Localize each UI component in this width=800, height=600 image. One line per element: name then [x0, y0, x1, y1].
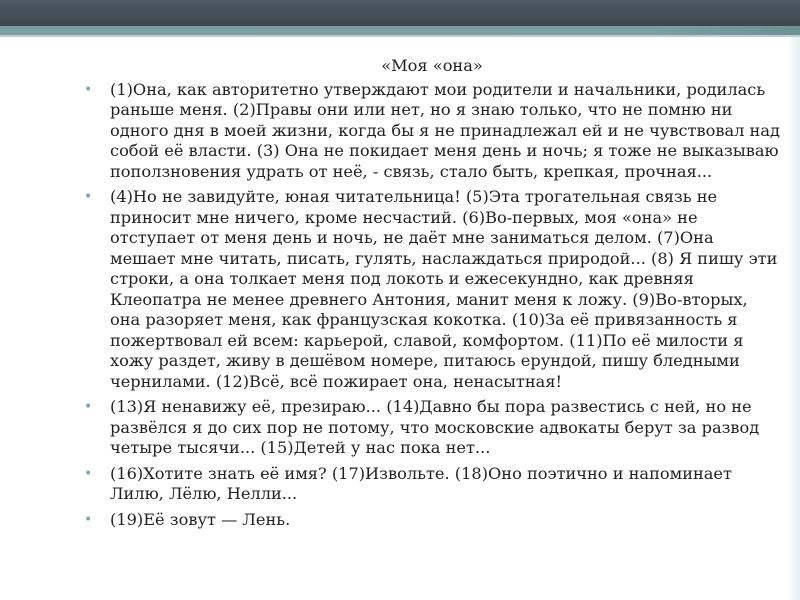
bullet-icon: • [84, 189, 93, 205]
paragraph-2 [82, 187, 782, 392]
bullet-icon: • [84, 81, 93, 98]
bullet-icon: • [84, 465, 93, 482]
paragraph-1 [82, 80, 782, 183]
slide-edge-shadow [788, 37, 800, 600]
slide-content [82, 56, 782, 535]
paragraph-5 [82, 510, 782, 531]
bullet-icon: • [84, 399, 93, 415]
slide-divider-line [0, 35, 800, 37]
slide-title: «Моя «она» [381, 56, 483, 75]
paragraph-text: (1)Она, как авторитетно утверждают мои родители и начальники, родилась раньше меня. (2)Правы они или нет, но я знаю только, что не помню ни одного дня в моей жизни, когда бы я не принадлежал ей и не чувствовал над собой её власти. (3) Она не покидает меня день и ночь; я тоже не выказываю поползновения удрать от неё, - связь, стало быть, крепкая, прочная... [110, 79, 780, 181]
paragraph-text: (4)Но не завидуйте, юная читательница! (5)Эта трогательная связь не приносит мне ничего, кроме несчастий. (6)Во-первых, моя «она» не отступает от меня день и ночь, не даёт мне заниматься делом. (7)Она мешает мне читать, писать, гулять, наслаждаться природой... (8) Я пишу эти строки, а она толкает меня под локоть и ежесекундно, как древняя Клеопатра не менее древнего Антония, манит меня к ложу. (9)Во-вторых, она разоряет меня, как французская кокотка. (10)За её привязанность я пожертвовал ей всем: карьерой, славой, комфортом. (11)По её милости я хожу раздет, живу в дешёвом номере, питаюсь ерундой, пишу бледными чернилами. (12)Всё, всё пожирает она, ненасытная! [110, 187, 778, 391]
paragraph-text: (13)Я ненавижу её, презираю... (14)Давно бы пора развестись с ней, но не развёлся я до сих пор не потому, что московские адвокаты берут за развод четыре тысячи... (15)Детей у нас пока нет... [110, 397, 760, 457]
paragraph-4 [82, 464, 782, 505]
paragraph-text: (19)Её зовут — Лень. [110, 509, 291, 529]
slide-top-bar [0, 0, 800, 26]
slide-accent-stripe-end [650, 26, 800, 35]
bullet-icon: • [84, 511, 93, 528]
paragraph-text: (16)Хотите знать её имя? (17)Извольте. (18)Оно поэтично и напоминает Лилю, Лёлю, Нелли... [110, 463, 732, 503]
paragraph-3 [82, 397, 782, 459]
